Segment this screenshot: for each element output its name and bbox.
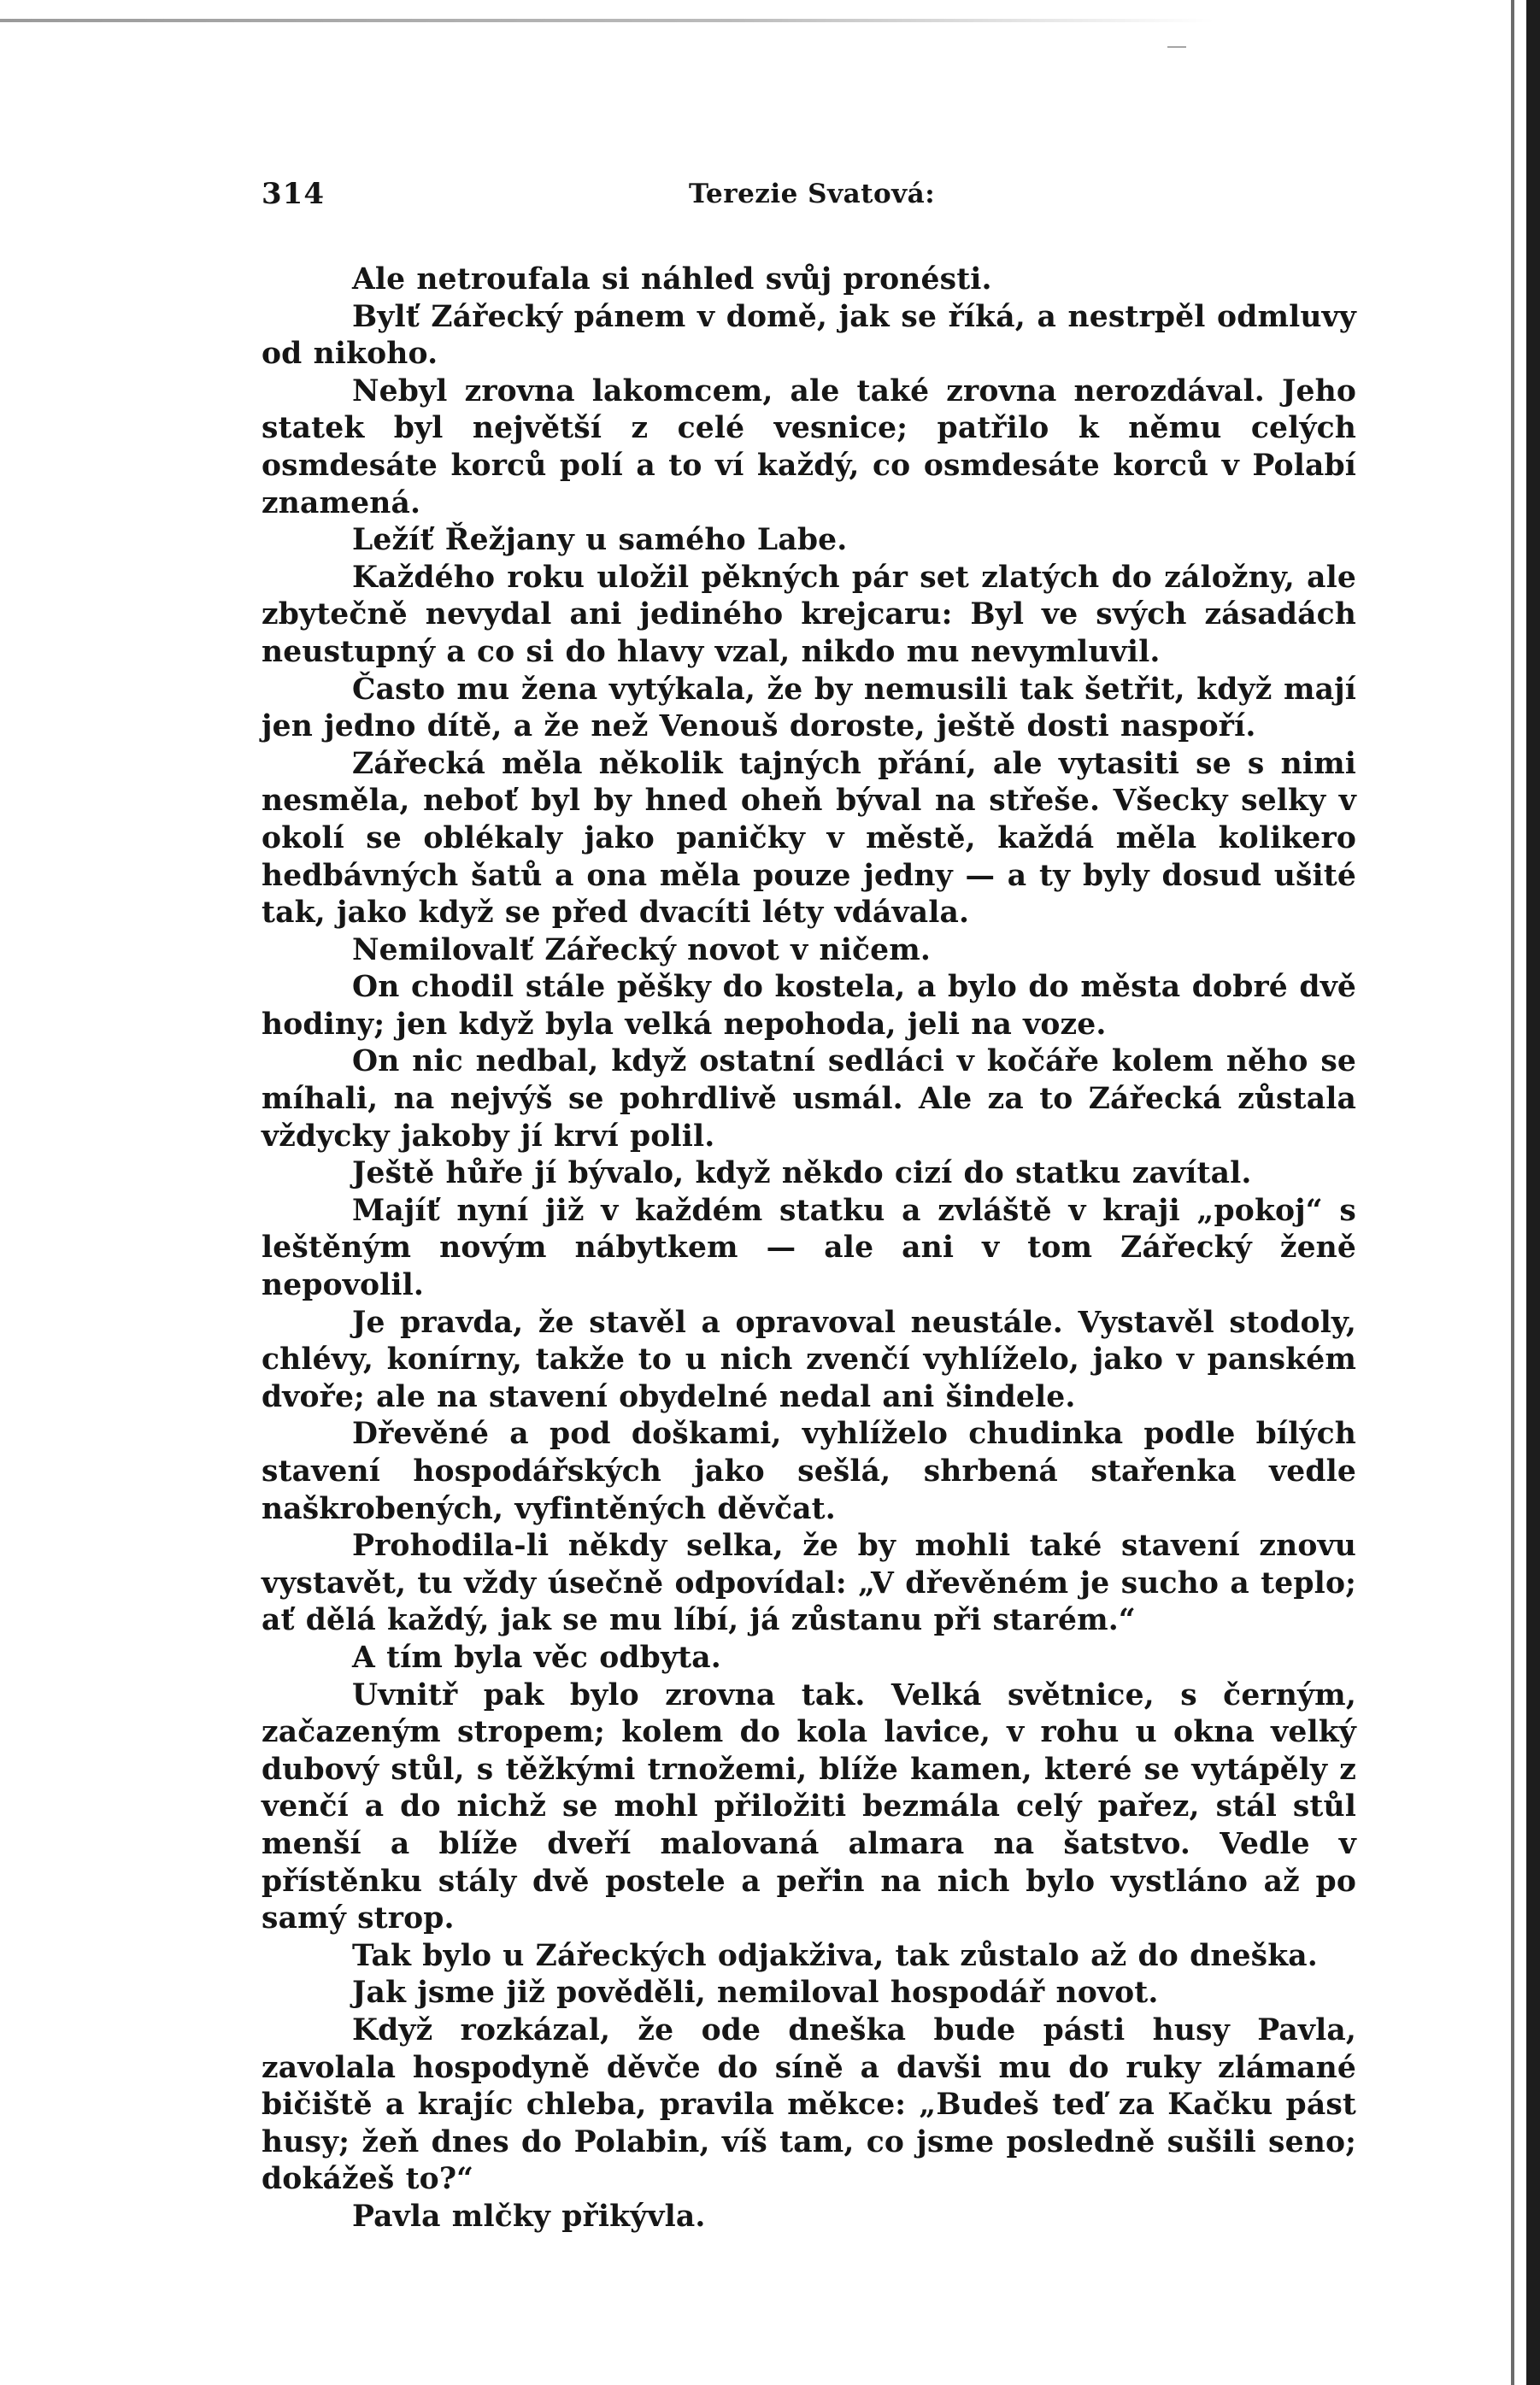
scan-edge-rule	[0, 19, 1214, 22]
paragraph: Často mu žena vytýkala, že by nemusili tak šetřit, když mají jen jedno dítě, a že než Venouš doroste, ještě dosti naspoří.	[262, 672, 1356, 744]
paragraph: Ještě hůře jí bývalo, když někdo cizí do statku zavítal.	[352, 1156, 1252, 1191]
page-body	[262, 261, 1356, 2235]
paragraph: Ležíť Řežjany u samého Labe.	[352, 523, 848, 558]
paragraph: Bylť Zářecký pánem v domě, jak se říká, a nestrpěl odmluvy od nikoho.	[262, 299, 1356, 372]
paragraph: Majíť nyní již v každém statku a zvláště v kraji „pokoj“ s leštěným novým nábytkem — ale ani v tom Zářecký ženě nepovolil.	[262, 1193, 1356, 1303]
scan-border-line	[1511, 0, 1514, 2385]
page-header	[262, 177, 1244, 220]
paragraph: On chodil stále pěšky do kostela, a bylo do města dobré dvě hodiny; jen když byla velká nepohoda, jeli na voze.	[262, 970, 1356, 1042]
paragraph: Zářecká měla několik tajných přání, ale vytasiti se s nimi nesměla, neboť byl by hned oheň býval na střeše. Všecky selky v okolí se oblékaly jako paničky v městě, každá měla kolikero hedbávných šatů a ona měla pouze jedny — a ty byly dosud ušité tak, jako když se před dvacíti léty vdávala.	[262, 746, 1356, 931]
paragraph: Je pravda, že stavěl a opravoval neustále. Vystavěl stodoly, chlévy, konírny, takže to u nich zvenčí vyhlíželo, jako v panském dvoře; ale na stavení obydelné nedal ani šindele.	[262, 1305, 1356, 1414]
running-title: Terezie Svatová:	[689, 179, 936, 209]
page-number: 314	[262, 177, 325, 211]
paragraph: Nemilovalť Zářecký novot v ničem.	[352, 932, 932, 967]
paragraph: Ale netroufala si náhled svůj pronésti.	[352, 262, 992, 297]
paragraph: Když rozkázal, že ode dneška bude pásti husy Pavla, zavolala hospodyně děvče do síně a davši mu do ruky zlámané bičiště a krajíc chleba, pravila měkce: „Budeš teď za Kačku pást husy; žeň dnes do Polabin, víš tam, co jsme posledně sušili seno; dokážeš to?“	[262, 2012, 1356, 2197]
paragraph: Dřevěné a pod doškami, vyhlíželo chudinka podle bílých stavení hospodářských jako sešlá, shrbená stařenka vedle naškrobených, vyfintěných děvčat.	[262, 1417, 1356, 1526]
paragraph: Pavla mlčky přikývla.	[352, 2199, 706, 2234]
paragraph: Tak bylo u Zářeckých odjakživa, tak zůstalo až do dneška.	[352, 1938, 1318, 1973]
scan-border	[1526, 0, 1540, 2385]
paragraph: Prohodila-li někdy selka, že by mohli také stavení znovu vystavět, tu vždy úsečně odpovídal: „V dřevěném je sucho a teplo; ať dělá každý, jak se mu líbí, já zůstanu při starém.“	[262, 1529, 1356, 1638]
paragraph: Jak jsme již pověděli, nemiloval hospodář novot.	[352, 1976, 1159, 2011]
paragraph: Každého roku uložil pěkných pár set zlatých do záložny, ale zbytečně nevydal ani jediného krejcaru: Byl ve svých zásadách neustupný a co si do hlavy vzal, nikdo mu nevymluvil.	[262, 560, 1356, 669]
paragraph: On nic nedbal, když ostatní sedláci v kočáře kolem něho se míhali, na nejvýš se pohrdlivě usmál. Ale za to Zářecká zůstala vždycky jakoby jí krví polil.	[262, 1044, 1356, 1154]
paragraph: Nebyl zrovna lakomcem, ale také zrovna nerozdával. Jeho statek byl největší z celé vesnice; patřilo k němu celých osmdesáte korců polí a to ví každý, co osmdesáte korců v Polabí znamená.	[262, 373, 1356, 520]
paragraph: A tím byla věc odbyta.	[352, 1640, 721, 1675]
paragraph: Uvnitř pak bylo zrovna tak. Velká světnice, s černým, začazeným stropem; kolem do kola lavice, v rohu u okna velký dubový stůl, s těžkými trnožemi, blíže kamen, které se vytápěly z venčí a do nichž se mohl přiložiti bezmála celý pařez, stál stůl menší a blíže dveří malovaná almara na šatstvo. Vedle v přístěnku stály dvě postele a peřin na nich bylo vystláno až po samý strop.	[262, 1677, 1356, 1936]
scan-speck	[1167, 46, 1186, 48]
